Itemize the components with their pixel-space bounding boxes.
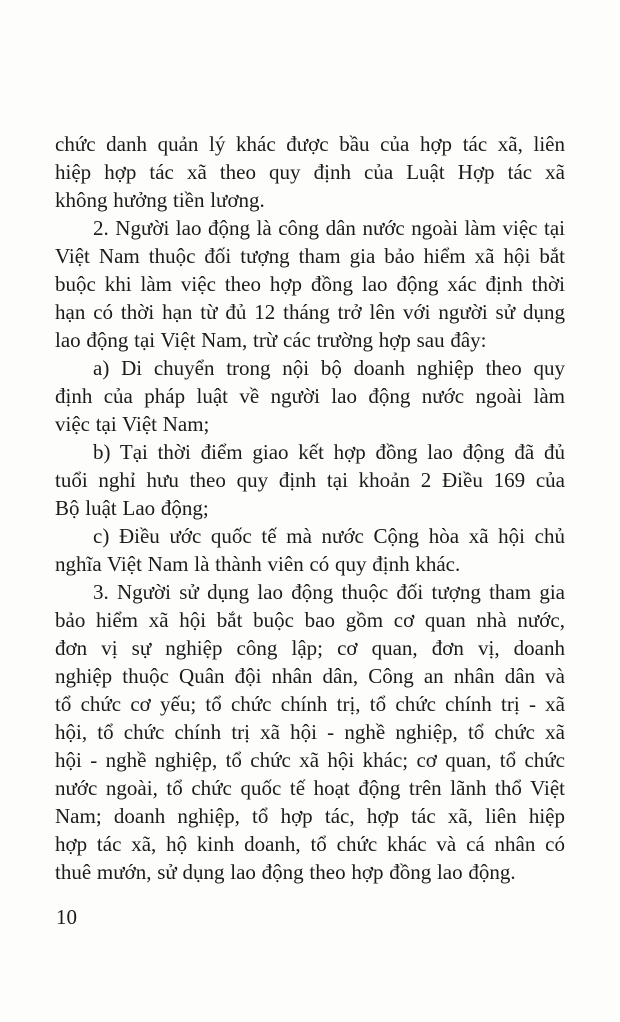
text-line: hợp tác xã, hộ kinh doanh, tổ chức khác và cá nhân có xyxy=(55,832,565,856)
text-line: định của pháp luật về người lao động nước ngoài làm xyxy=(55,384,565,408)
page-number: 10 xyxy=(56,905,77,929)
text-line: nghĩa Việt Nam là thành viên có quy định khác. xyxy=(55,552,461,576)
text-line: nghiệp thuộc Quân đội nhân dân, Công an nhân dân và xyxy=(55,664,565,688)
text-line: bảo hiểm xã hội bắt buộc bao gồm cơ quan nhà nước, xyxy=(55,608,565,632)
text-line: hội - nghề nghiệp, tổ chức xã hội khác; cơ quan, tổ chức xyxy=(55,748,565,772)
page-text xyxy=(55,130,565,886)
text-line: Việt Nam thuộc đối tượng tham gia bảo hiểm xã hội bắt xyxy=(55,244,565,268)
text-line: hiệp hợp tác xã theo quy định của Luật Hợp tác xã xyxy=(55,160,565,184)
text-line: hội, tổ chức chính trị xã hội - nghề nghiệp, tổ chức xã xyxy=(55,720,565,744)
text-line: chức danh quản lý khác được bầu của hợp tác xã, liên xyxy=(55,132,565,156)
text-line: 2. Người lao động là công dân nước ngoài làm việc tại xyxy=(93,216,565,240)
text-line: Bộ luật Lao động; xyxy=(55,496,209,520)
text-line: hạn có thời hạn từ đủ 12 tháng trở lên với người sử dụng xyxy=(55,300,565,324)
text-line: thuê mướn, sử dụng lao động theo hợp đồng lao động. xyxy=(55,860,516,884)
text-line: nước ngoài, tổ chức quốc tế hoạt động trên lãnh thổ Việt xyxy=(55,776,565,800)
text-line: c) Điều ước quốc tế mà nước Cộng hòa xã hội chủ xyxy=(93,524,565,548)
text-line: b) Tại thời điểm giao kết hợp đồng lao động đã đủ xyxy=(93,440,565,464)
text-line: việc tại Việt Nam; xyxy=(55,412,210,436)
text-line: không hưởng tiền lương. xyxy=(55,188,265,212)
text-line: tổ chức cơ yếu; tổ chức chính trị, tổ chức chính trị - xã xyxy=(55,692,565,716)
text-line: lao động tại Việt Nam, trừ các trường hợp sau đây: xyxy=(55,328,487,352)
text-line: 3. Người sử dụng lao động thuộc đối tượng tham gia xyxy=(93,580,565,604)
text-line: tuổi nghỉ hưu theo quy định tại khoản 2 Điều 169 của xyxy=(55,468,565,492)
text-line: buộc khi làm việc theo hợp đồng lao động xác định thời xyxy=(55,272,565,296)
text-line: a) Di chuyển trong nội bộ doanh nghiệp theo quy xyxy=(93,356,565,380)
text-line: Nam; doanh nghiệp, tổ hợp tác, hợp tác xã, liên hiệp xyxy=(55,804,565,828)
text-line: đơn vị sự nghiệp công lập; cơ quan, đơn vị, doanh xyxy=(55,636,565,660)
